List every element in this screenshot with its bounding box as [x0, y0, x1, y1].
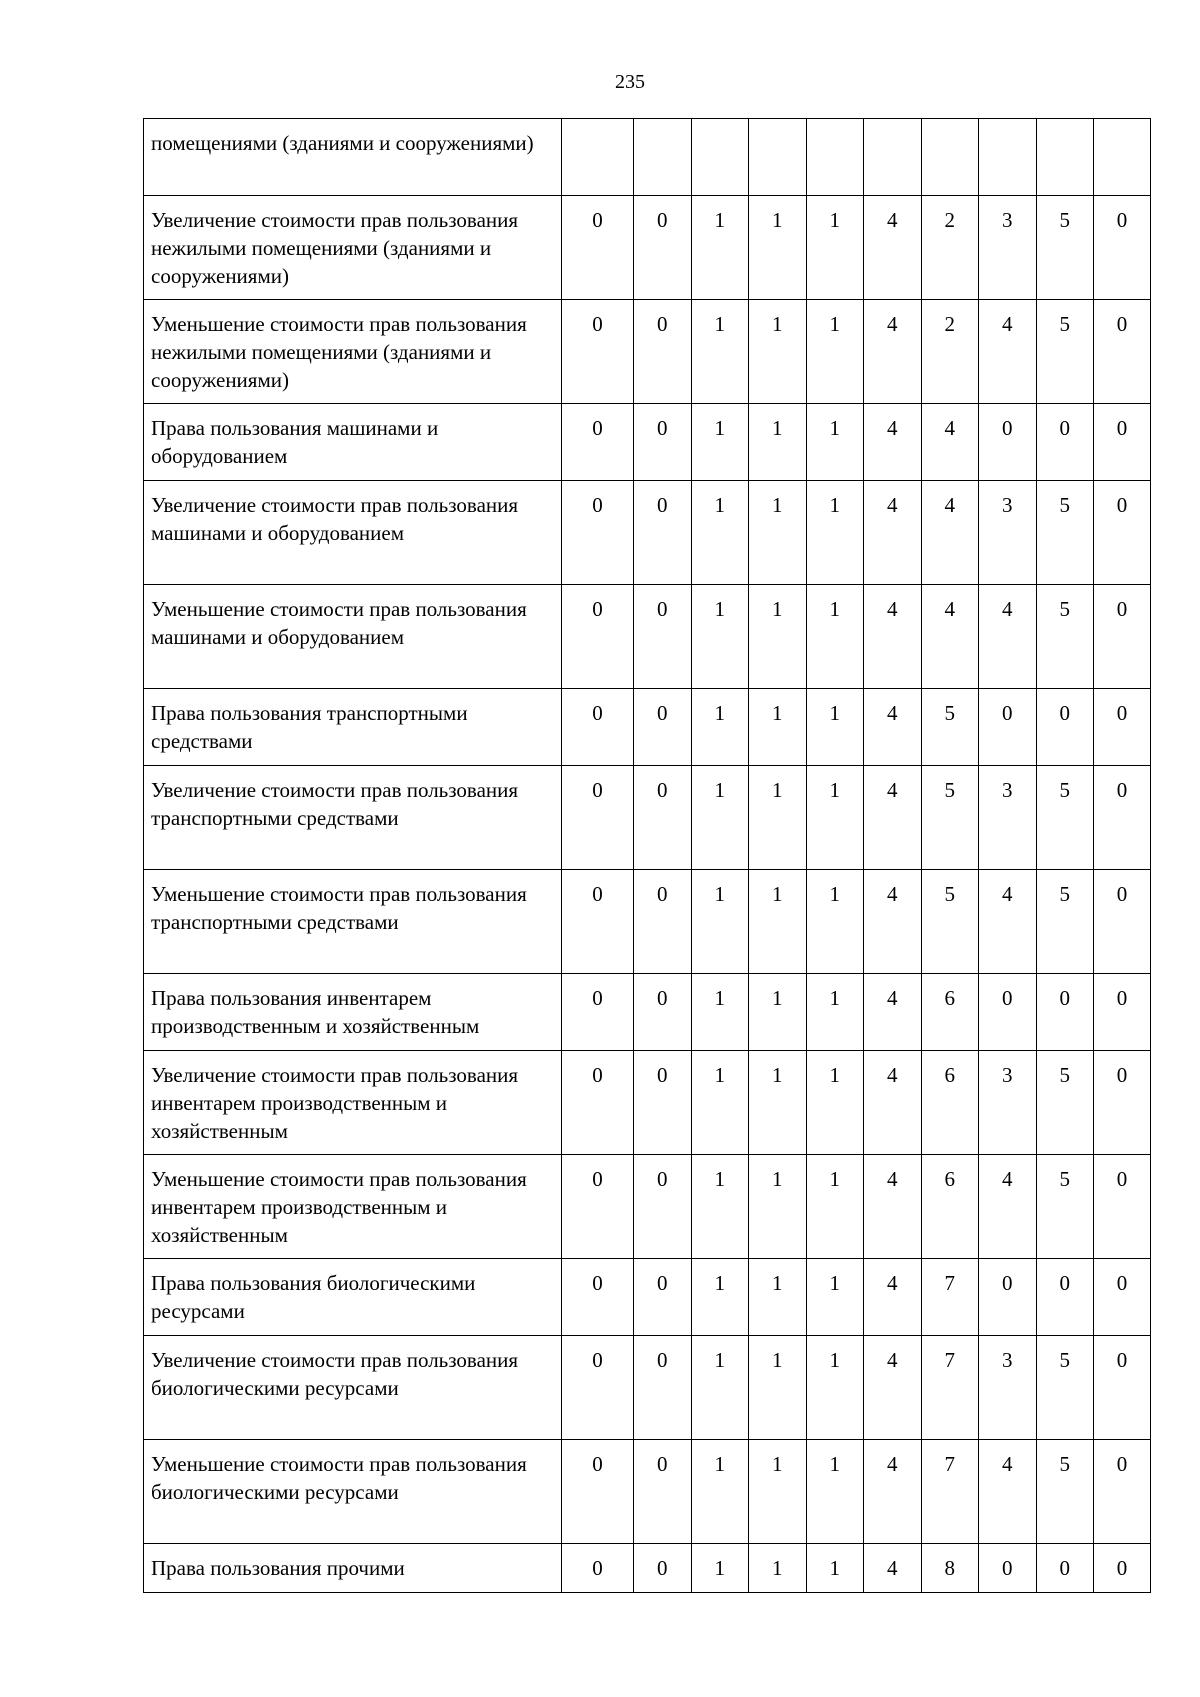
code-digit-cell: 1	[691, 1155, 749, 1259]
code-digit-cell: 1	[749, 481, 807, 585]
code-digit-cell: 1	[806, 689, 864, 766]
code-digit-cell: 0	[1094, 689, 1151, 766]
code-digit-cell: 5	[1036, 196, 1094, 300]
code-digit-cell: 1	[806, 1259, 864, 1336]
code-digit-cell	[1094, 119, 1151, 196]
code-digit-cell: 5	[1036, 585, 1094, 689]
code-digit-cell: 1	[691, 766, 749, 870]
code-digit-cell	[979, 119, 1037, 196]
code-digit-cell: 1	[691, 1259, 749, 1336]
code-digit-cell: 1	[691, 481, 749, 585]
row-name-cell: Уменьшение стоимости прав пользования транспортными средствами	[144, 870, 562, 974]
code-digit-cell: 4	[864, 1336, 922, 1440]
code-digit-cell: 0	[1094, 1259, 1151, 1336]
code-digit-cell: 0	[634, 1155, 692, 1259]
code-digit-cell: 0	[562, 196, 634, 300]
code-digit-cell: 2	[921, 196, 979, 300]
code-digit-cell: 1	[749, 196, 807, 300]
code-digit-cell: 5	[921, 689, 979, 766]
code-digit-cell: 4	[864, 404, 922, 481]
code-digit-cell: 1	[749, 766, 807, 870]
code-digit-cell: 0	[979, 404, 1037, 481]
code-digit-cell: 1	[691, 585, 749, 689]
table-row	[144, 585, 1151, 689]
code-digit-cell	[634, 119, 692, 196]
code-digit-cell: 0	[1036, 974, 1094, 1051]
code-digit-cell: 4	[864, 1051, 922, 1155]
code-digit-cell: 1	[691, 974, 749, 1051]
code-digit-cell: 1	[806, 300, 864, 404]
table-row	[144, 1051, 1151, 1155]
code-digit-cell	[1036, 119, 1094, 196]
code-digit-cell: 5	[1036, 870, 1094, 974]
code-digit-cell: 1	[806, 1051, 864, 1155]
code-digit-cell: 0	[1094, 585, 1151, 689]
page-number: 235	[615, 71, 645, 93]
code-digit-cell: 0	[634, 1259, 692, 1336]
code-digit-cell: 0	[979, 974, 1037, 1051]
row-name-cell: Права пользования прочими	[144, 1544, 562, 1593]
code-digit-cell: 5	[1036, 1336, 1094, 1440]
code-digit-cell: 4	[979, 1440, 1037, 1544]
code-digit-cell: 1	[749, 974, 807, 1051]
code-digit-cell: 4	[864, 974, 922, 1051]
code-digit-cell: 1	[806, 974, 864, 1051]
code-digit-cell: 0	[562, 974, 634, 1051]
code-digit-cell: 1	[806, 766, 864, 870]
code-digit-cell: 1	[806, 585, 864, 689]
code-digit-cell: 1	[691, 1336, 749, 1440]
code-digit-cell: 1	[806, 1336, 864, 1440]
table-body	[144, 119, 1151, 1593]
code-digit-cell: 1	[691, 404, 749, 481]
row-name-cell: Права пользования транспортными средствами	[144, 689, 562, 766]
row-name-cell: Увеличение стоимости прав пользования биологическими ресурсами	[144, 1336, 562, 1440]
code-digit-cell: 0	[1036, 404, 1094, 481]
code-digit-cell: 3	[979, 1336, 1037, 1440]
row-name-cell: Права пользования машинами и оборудованием	[144, 404, 562, 481]
code-digit-cell: 0	[634, 300, 692, 404]
code-digit-cell: 0	[1094, 1544, 1151, 1593]
table-row	[144, 1259, 1151, 1336]
code-digit-cell: 4	[921, 404, 979, 481]
code-digit-cell: 6	[921, 1051, 979, 1155]
code-digit-cell: 4	[921, 481, 979, 585]
code-digit-cell: 0	[1036, 1544, 1094, 1593]
code-digit-cell: 1	[691, 870, 749, 974]
code-digit-cell: 0	[562, 1336, 634, 1440]
classification-table	[143, 118, 1151, 1593]
code-digit-cell: 0	[1036, 1259, 1094, 1336]
code-digit-cell: 0	[634, 1336, 692, 1440]
code-digit-cell: 0	[634, 404, 692, 481]
table-row	[144, 119, 1151, 196]
code-digit-cell: 1	[749, 1155, 807, 1259]
code-digit-cell: 0	[634, 585, 692, 689]
code-digit-cell: 0	[634, 689, 692, 766]
code-digit-cell: 4	[979, 585, 1037, 689]
code-digit-cell: 0	[979, 1259, 1037, 1336]
code-digit-cell: 5	[1036, 1051, 1094, 1155]
code-digit-cell	[806, 119, 864, 196]
code-digit-cell: 4	[979, 300, 1037, 404]
code-digit-cell: 0	[1094, 1155, 1151, 1259]
code-digit-cell: 1	[691, 196, 749, 300]
table-row	[144, 689, 1151, 766]
code-digit-cell: 3	[979, 196, 1037, 300]
code-digit-cell: 4	[864, 1544, 922, 1593]
code-digit-cell: 0	[1036, 689, 1094, 766]
code-digit-cell: 6	[921, 1155, 979, 1259]
code-digit-cell: 0	[562, 481, 634, 585]
code-digit-cell: 4	[864, 300, 922, 404]
code-digit-cell	[864, 119, 922, 196]
code-digit-cell: 4	[979, 1155, 1037, 1259]
table-row	[144, 974, 1151, 1051]
code-digit-cell: 0	[1094, 196, 1151, 300]
table-row	[144, 1440, 1151, 1544]
code-digit-cell: 1	[806, 1155, 864, 1259]
row-name-cell: Уменьшение стоимости прав пользования инвентарем производственным и хозяйственным	[144, 1155, 562, 1259]
code-digit-cell: 0	[634, 974, 692, 1051]
table-row	[144, 1155, 1151, 1259]
code-digit-cell: 5	[1036, 481, 1094, 585]
code-digit-cell	[691, 119, 749, 196]
code-digit-cell: 0	[562, 870, 634, 974]
code-digit-cell: 4	[979, 870, 1037, 974]
code-digit-cell: 1	[806, 481, 864, 585]
code-digit-cell	[749, 119, 807, 196]
code-digit-cell	[921, 119, 979, 196]
row-name-cell: Права пользования биологическими ресурсами	[144, 1259, 562, 1336]
code-digit-cell: 0	[634, 1440, 692, 1544]
table-row	[144, 870, 1151, 974]
code-digit-cell: 5	[1036, 300, 1094, 404]
code-digit-cell: 0	[562, 1259, 634, 1336]
row-name-cell: Увеличение стоимости прав пользования машинами и оборудованием	[144, 481, 562, 585]
code-digit-cell: 0	[1094, 1336, 1151, 1440]
code-digit-cell: 5	[1036, 1155, 1094, 1259]
code-digit-cell: 0	[979, 1544, 1037, 1593]
code-digit-cell: 4	[864, 870, 922, 974]
code-digit-cell: 1	[749, 404, 807, 481]
code-digit-cell: 0	[562, 766, 634, 870]
code-digit-cell: 0	[1094, 974, 1151, 1051]
code-digit-cell: 1	[749, 1051, 807, 1155]
code-digit-cell: 1	[806, 1544, 864, 1593]
code-digit-cell: 1	[749, 689, 807, 766]
code-digit-cell: 7	[921, 1440, 979, 1544]
code-digit-cell: 0	[562, 1440, 634, 1544]
code-digit-cell: 7	[921, 1336, 979, 1440]
code-digit-cell: 1	[691, 300, 749, 404]
table-row	[144, 404, 1151, 481]
code-digit-cell: 5	[921, 766, 979, 870]
code-digit-cell: 0	[562, 404, 634, 481]
code-digit-cell: 0	[634, 481, 692, 585]
code-digit-cell: 0	[562, 1155, 634, 1259]
code-digit-cell: 1	[749, 585, 807, 689]
code-digit-cell: 4	[864, 481, 922, 585]
code-digit-cell: 1	[691, 1051, 749, 1155]
row-name-cell: помещениями (зданиями и сооружениями)	[144, 119, 562, 196]
code-digit-cell: 3	[979, 766, 1037, 870]
row-name-cell: Права пользования инвентарем производственным и хозяйственным	[144, 974, 562, 1051]
code-digit-cell: 0	[562, 689, 634, 766]
row-name-cell: Уменьшение стоимости прав пользования нежилыми помещениями (зданиями и сооружениями)	[144, 300, 562, 404]
code-digit-cell: 5	[1036, 766, 1094, 870]
code-digit-cell: 0	[562, 1544, 634, 1593]
row-name-cell: Увеличение стоимости прав пользования нежилыми помещениями (зданиями и сооружениями)	[144, 196, 562, 300]
table-row	[144, 1544, 1151, 1593]
code-digit-cell: 4	[864, 1155, 922, 1259]
code-digit-cell: 1	[691, 689, 749, 766]
code-digit-cell: 0	[1094, 766, 1151, 870]
code-digit-cell: 0	[1094, 1440, 1151, 1544]
table-row	[144, 196, 1151, 300]
code-digit-cell	[562, 119, 634, 196]
row-name-cell: Увеличение стоимости прав пользования инвентарем производственным и хозяйственным	[144, 1051, 562, 1155]
code-digit-cell: 1	[806, 404, 864, 481]
code-digit-cell: 0	[562, 300, 634, 404]
code-digit-cell: 0	[979, 689, 1037, 766]
code-digit-cell: 0	[562, 585, 634, 689]
code-digit-cell: 0	[634, 196, 692, 300]
code-digit-cell: 1	[749, 870, 807, 974]
code-digit-cell: 1	[749, 1440, 807, 1544]
code-digit-cell: 7	[921, 1259, 979, 1336]
code-digit-cell: 0	[634, 766, 692, 870]
code-digit-cell: 4	[864, 1259, 922, 1336]
code-digit-cell: 4	[921, 585, 979, 689]
code-digit-cell: 4	[864, 689, 922, 766]
code-digit-cell: 0	[1094, 870, 1151, 974]
code-digit-cell: 1	[749, 1544, 807, 1593]
code-digit-cell: 0	[634, 1544, 692, 1593]
code-digit-cell: 1	[806, 196, 864, 300]
table-row	[144, 766, 1151, 870]
row-name-cell: Уменьшение стоимости прав пользования биологическими ресурсами	[144, 1440, 562, 1544]
code-digit-cell: 2	[921, 300, 979, 404]
code-digit-cell: 3	[979, 481, 1037, 585]
code-digit-cell: 8	[921, 1544, 979, 1593]
code-digit-cell: 1	[806, 870, 864, 974]
code-digit-cell: 0	[1094, 1051, 1151, 1155]
code-digit-cell: 1	[749, 1259, 807, 1336]
code-digit-cell: 6	[921, 974, 979, 1051]
code-digit-cell: 5	[1036, 1440, 1094, 1544]
code-digit-cell: 1	[749, 300, 807, 404]
code-digit-cell: 4	[864, 1440, 922, 1544]
code-digit-cell: 1	[749, 1336, 807, 1440]
table-row	[144, 481, 1151, 585]
row-name-cell: Уменьшение стоимости прав пользования машинами и оборудованием	[144, 585, 562, 689]
code-digit-cell: 1	[691, 1440, 749, 1544]
code-digit-cell: 0	[634, 870, 692, 974]
row-name-cell: Увеличение стоимости прав пользования транспортными средствами	[144, 766, 562, 870]
code-digit-cell: 0	[634, 1051, 692, 1155]
code-digit-cell: 4	[864, 196, 922, 300]
code-digit-cell: 0	[562, 1051, 634, 1155]
code-digit-cell: 3	[979, 1051, 1037, 1155]
code-digit-cell: 5	[921, 870, 979, 974]
code-digit-cell: 0	[1094, 481, 1151, 585]
table-row	[144, 1336, 1151, 1440]
code-digit-cell: 0	[1094, 300, 1151, 404]
table-row	[144, 300, 1151, 404]
code-digit-cell: 1	[806, 1440, 864, 1544]
code-digit-cell: 4	[864, 766, 922, 870]
code-digit-cell: 0	[1094, 404, 1151, 481]
code-digit-cell: 1	[691, 1544, 749, 1593]
code-digit-cell: 4	[864, 585, 922, 689]
